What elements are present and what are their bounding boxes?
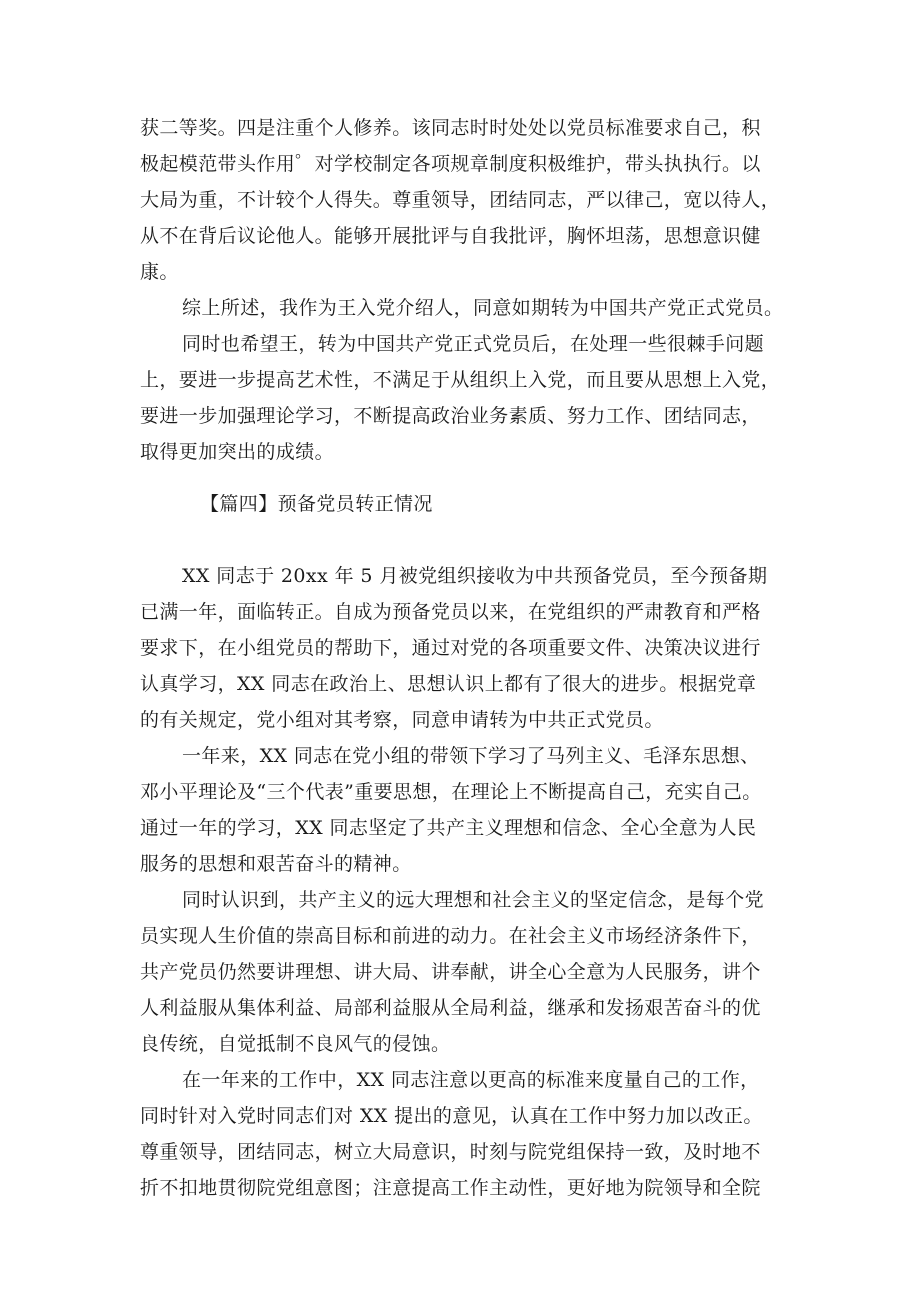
- text-line: 的有关规定，党小组对其考察，同意申请转为中共正式党员。: [140, 709, 664, 731]
- text-line: 人利益服从集体利益、局部利益服从全局利益，继承和发扬艰苦奋斗的优: [140, 997, 761, 1019]
- bottom-paragraph-1: [140, 558, 800, 738]
- text-line: 取得更加突出的成绩。: [140, 441, 335, 463]
- text-line: 综上所述，我作为王入党介绍人，同意如期转为中国共产党正式党员。: [182, 297, 784, 319]
- text-line: 一年来，XX 同志在党小组的带领下学习了马列主义、毛泽东思想、: [182, 745, 760, 767]
- text-line: 员实现人生价值的崇高目标和前进的动力。在社会主义市场经济条件下，: [140, 925, 761, 947]
- text-line: 邓小平理论及“三个代表”重要思想，在理论上不断提高自己，充实自己。: [140, 781, 762, 803]
- text-line: 在一年来的工作中，XX 同志注意以更高的标准来度量自己的工作，: [182, 1069, 760, 1091]
- text-line: 获二等奖。四是注重个人修养。该同志时时处处以党员标准要求自己，积: [140, 117, 761, 139]
- text-line: 服务的思想和艰苦奋斗的精神。: [140, 853, 412, 875]
- bottom-paragraph-3: [140, 882, 800, 1062]
- text-line: 尊重领导，团结同志，树立大局意识，时刻与院党组保持一致，及时地不: [140, 1141, 761, 1163]
- text-line: 极起模范带头作用゜对学校制定各项规章制度积极维护，带头执执行。以: [140, 153, 761, 175]
- top-paragraph-1: [140, 110, 800, 290]
- text-line: 要求下，在小组党员的帮助下，通过对党的各项重要文件、决策决议进行: [140, 637, 761, 659]
- text-line: 要进一步加强理论学习，不断提高政治业务素质、努力工作、团结同志，: [140, 405, 761, 427]
- text-line: 大局为重，不计较个人得失。尊重领导，团结同志，严以律己，宽以待人，: [140, 189, 781, 211]
- text-line: 同时认识到，共产主义的远大理想和社会主义的坚定信念，是每个党: [182, 889, 765, 911]
- text-line: 通过一年的学习，XX 同志坚定了共产主义理想和信念、全心全意为人民: [140, 817, 757, 839]
- section-heading: 【篇四】预备党员转正情况: [200, 493, 433, 515]
- bottom-paragraph-2: [140, 738, 800, 882]
- text-line: 同时也希望王，转为中国共产党正式党员后，在处理一些很棘手问题: [182, 333, 765, 355]
- text-line: 上，要进一步提高艺术性，不满足于从组织上入党，而且要从思想上入党，: [140, 369, 781, 391]
- text-line: 同时针对入党时同志们对 XX 提出的意见，认真在工作中努力加以改正。: [140, 1105, 763, 1127]
- text-line: 从不在背后议论他人。能够开展批评与自我批评，胸怀坦荡，思想意识健: [140, 225, 761, 247]
- text-line: 共产党员仍然要讲理想、讲大局、讲奉献，讲全心全意为人民服务，讲个: [140, 961, 761, 983]
- text-line: XX 同志于 20xx 年 5 月被党组织接收为中共预备党员，至今预备期: [182, 565, 768, 587]
- text-line: 认真学习，XX 同志在政治上、思想认识上都有了很大的进步。根据党章: [140, 673, 757, 695]
- text-line: 已满一年，面临转正。自成为预备党员以来，在党组织的严肃教育和严格: [140, 601, 761, 623]
- bottom-paragraph-4: [140, 1062, 800, 1206]
- text-line: 康。: [140, 261, 179, 283]
- text-line: 折不扣地贯彻院党组意图；注意提高工作主动性，更好地为院领导和全院: [140, 1177, 761, 1199]
- top-paragraph-3: [140, 326, 800, 470]
- text-line: 良传统，自觉抵制不良风气的侵蚀。: [140, 1033, 451, 1055]
- top-paragraph-2: [140, 290, 800, 326]
